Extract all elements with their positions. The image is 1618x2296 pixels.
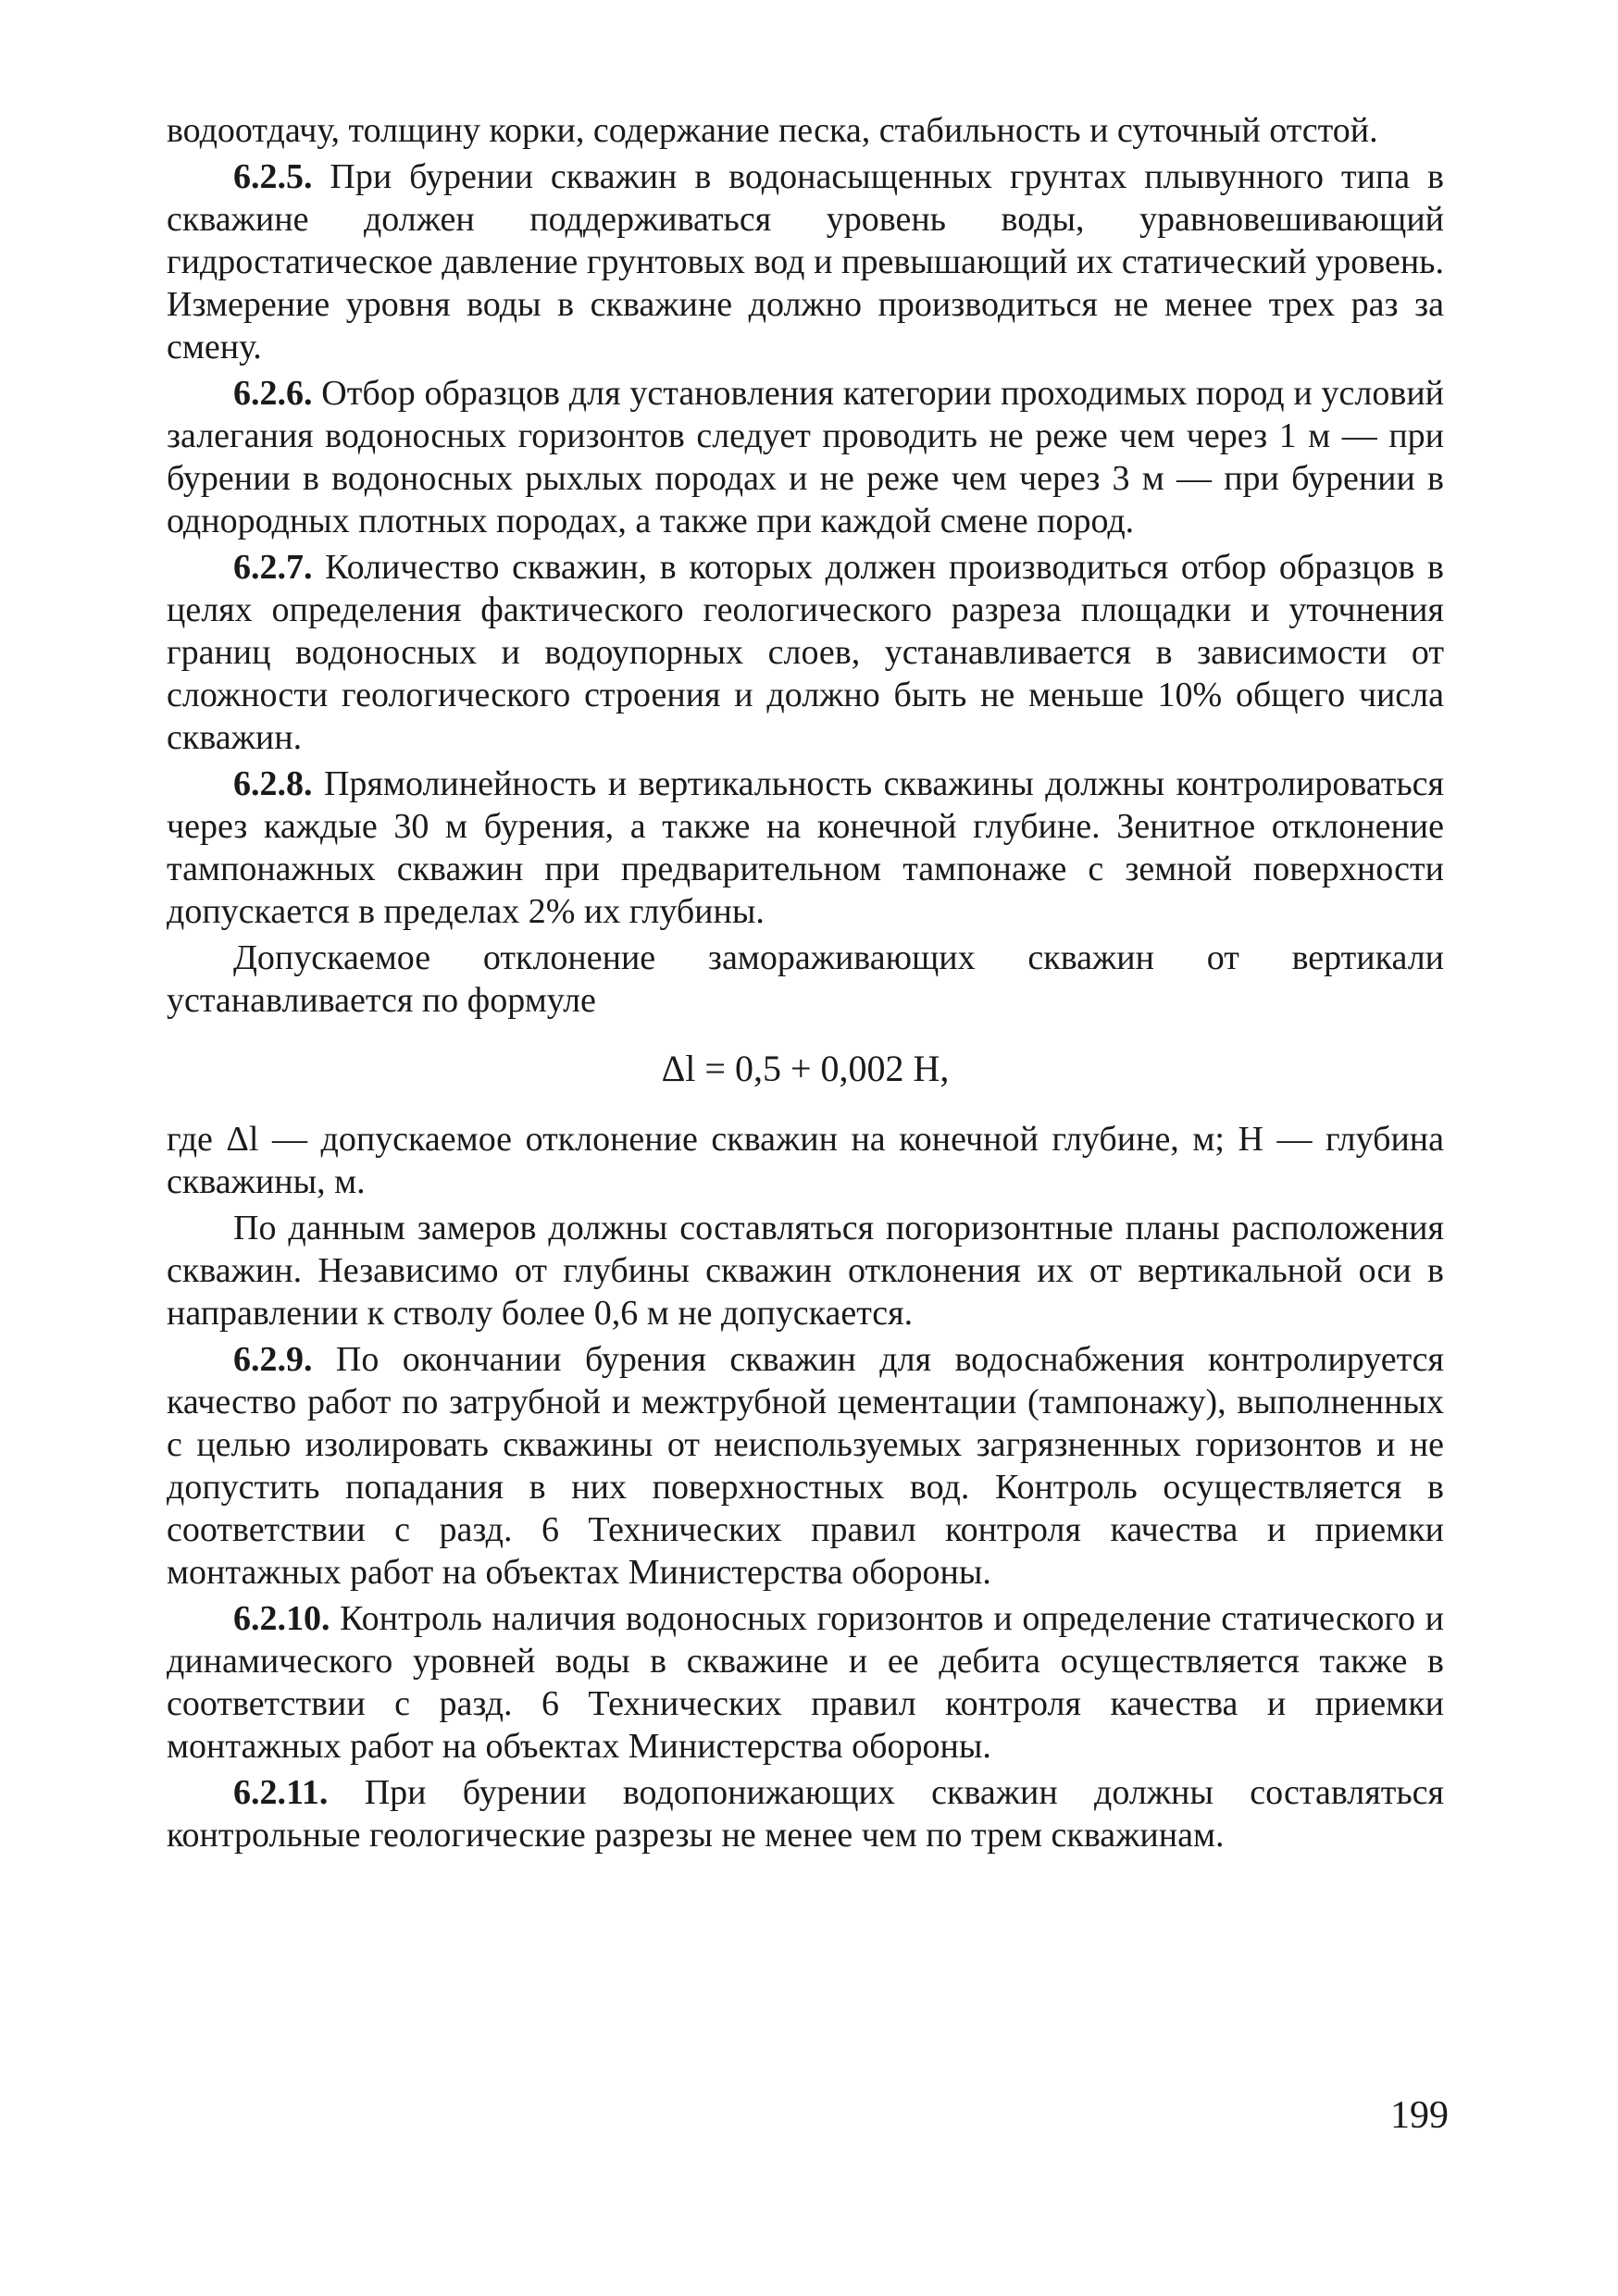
clause-number: 6.2.11. xyxy=(233,1773,329,1812)
clause-6-2-8 xyxy=(167,763,1444,933)
paragraph-text: Количество скважин, в которых должен производиться отбор образцов в целях определения фактического геологического разреза площадки и уточнения границ водоносных и водоупорных слоев, устанавливается в зависимости от сложности геологического строения и должно быть не меньше 10% общего числа скважин. xyxy=(167,548,1444,757)
paragraph-text: По окончании бурения скважин для водоснабжения контролируется качество работ по затрубной и межтрубной цементации (тампонажу), выполненных с целью изолировать скважины от неиспользуемых загрязненных горизонтов и не допустить попадания в них поверхностных вод. Контроль осуществляется в соответствии с разд. 6 Технических правил контроля качества и приемки монтажных работ на объектах Министерства обороны. xyxy=(167,1340,1444,1592)
paragraph-text: По данным замеров должны составляться погоризонтные планы расположения скважин. Независимо от глубины скважин отклонения их от вертикальной оси в направлении к стволу более 0,6 м не допускается. xyxy=(167,1209,1444,1333)
formula-legend xyxy=(167,1118,1444,1203)
clause-number: 6.2.9. xyxy=(233,1340,313,1379)
plans-paragraph xyxy=(167,1207,1444,1334)
paragraph-text: Контроль наличия водоносных горизонтов и определение статического и динамического уровней воды в скважине и ее дебита осуществляется также в соответствии с разд. 6 Технических правил контроля качества и приемки монтажных работ на объектах Министерства обороны. xyxy=(167,1599,1444,1766)
paragraph-text: где Δl — допускаемое отклонение скважин на конечной глубине, м; H — глубина скважины, м. xyxy=(167,1120,1444,1201)
formula-intro xyxy=(167,937,1444,1022)
document-body xyxy=(167,109,1444,1860)
paragraph-continuation xyxy=(167,109,1444,152)
clause-number: 6.2.5. xyxy=(233,157,313,196)
clause-6-2-7 xyxy=(167,546,1444,759)
clause-number: 6.2.6. xyxy=(233,374,313,413)
paragraph-text: При бурении скважин в водонасыщенных грунтах плывунного типа в скважине должен поддерживаться уровень воды, уравновешивающий гидростатическое давление грунтовых вод и превышающий их статический уровень. Измерение уровня воды в скважине должно производиться не менее трех раз за смену. xyxy=(167,157,1444,366)
formula: Δl = 0,5 + 0,002 H, xyxy=(661,1048,950,1089)
clause-number: 6.2.7. xyxy=(233,548,313,587)
paragraph-text: Прямолинейность и вертикальность скважины должны контролироваться через каждые 30 м бурения, а также на конечной глубине. Зенитное отклонение тампонажных скважин при предварительном тампонаже с земной поверхности допускается в пределах 2% их глубины. xyxy=(167,764,1444,931)
paragraph-text: Отбор образцов для установления категории проходимых пород и условий залегания водоносных горизонтов следует проводить не реже чем через 1 м — при бурении в водоносных рыхлых породах и не реже чем через 3 м — при бурении в однородных плотных породах, а также при каждой смене пород. xyxy=(167,374,1444,540)
clause-6-2-5 xyxy=(167,155,1444,368)
paragraph-text: Допускаемое отклонение замораживающих скважин от вертикали устанавливается по формуле xyxy=(167,938,1444,1020)
paragraph-text: При бурении водопонижающих скважин должны составляться контрольные геологические разрезы не менее чем по трем скважинам. xyxy=(167,1773,1444,1855)
page-number: 199 xyxy=(1390,2094,1449,2137)
clause-6-2-9 xyxy=(167,1338,1444,1594)
clause-6-2-6 xyxy=(167,372,1444,542)
clause-number: 6.2.8. xyxy=(233,764,313,803)
clause-6-2-10 xyxy=(167,1597,1444,1768)
clause-6-2-11 xyxy=(167,1771,1444,1856)
paragraph-text: водоотдачу, толщину корки, содержание песка, стабильность и суточный отстой. xyxy=(167,111,1378,150)
clause-number: 6.2.10. xyxy=(233,1599,330,1638)
